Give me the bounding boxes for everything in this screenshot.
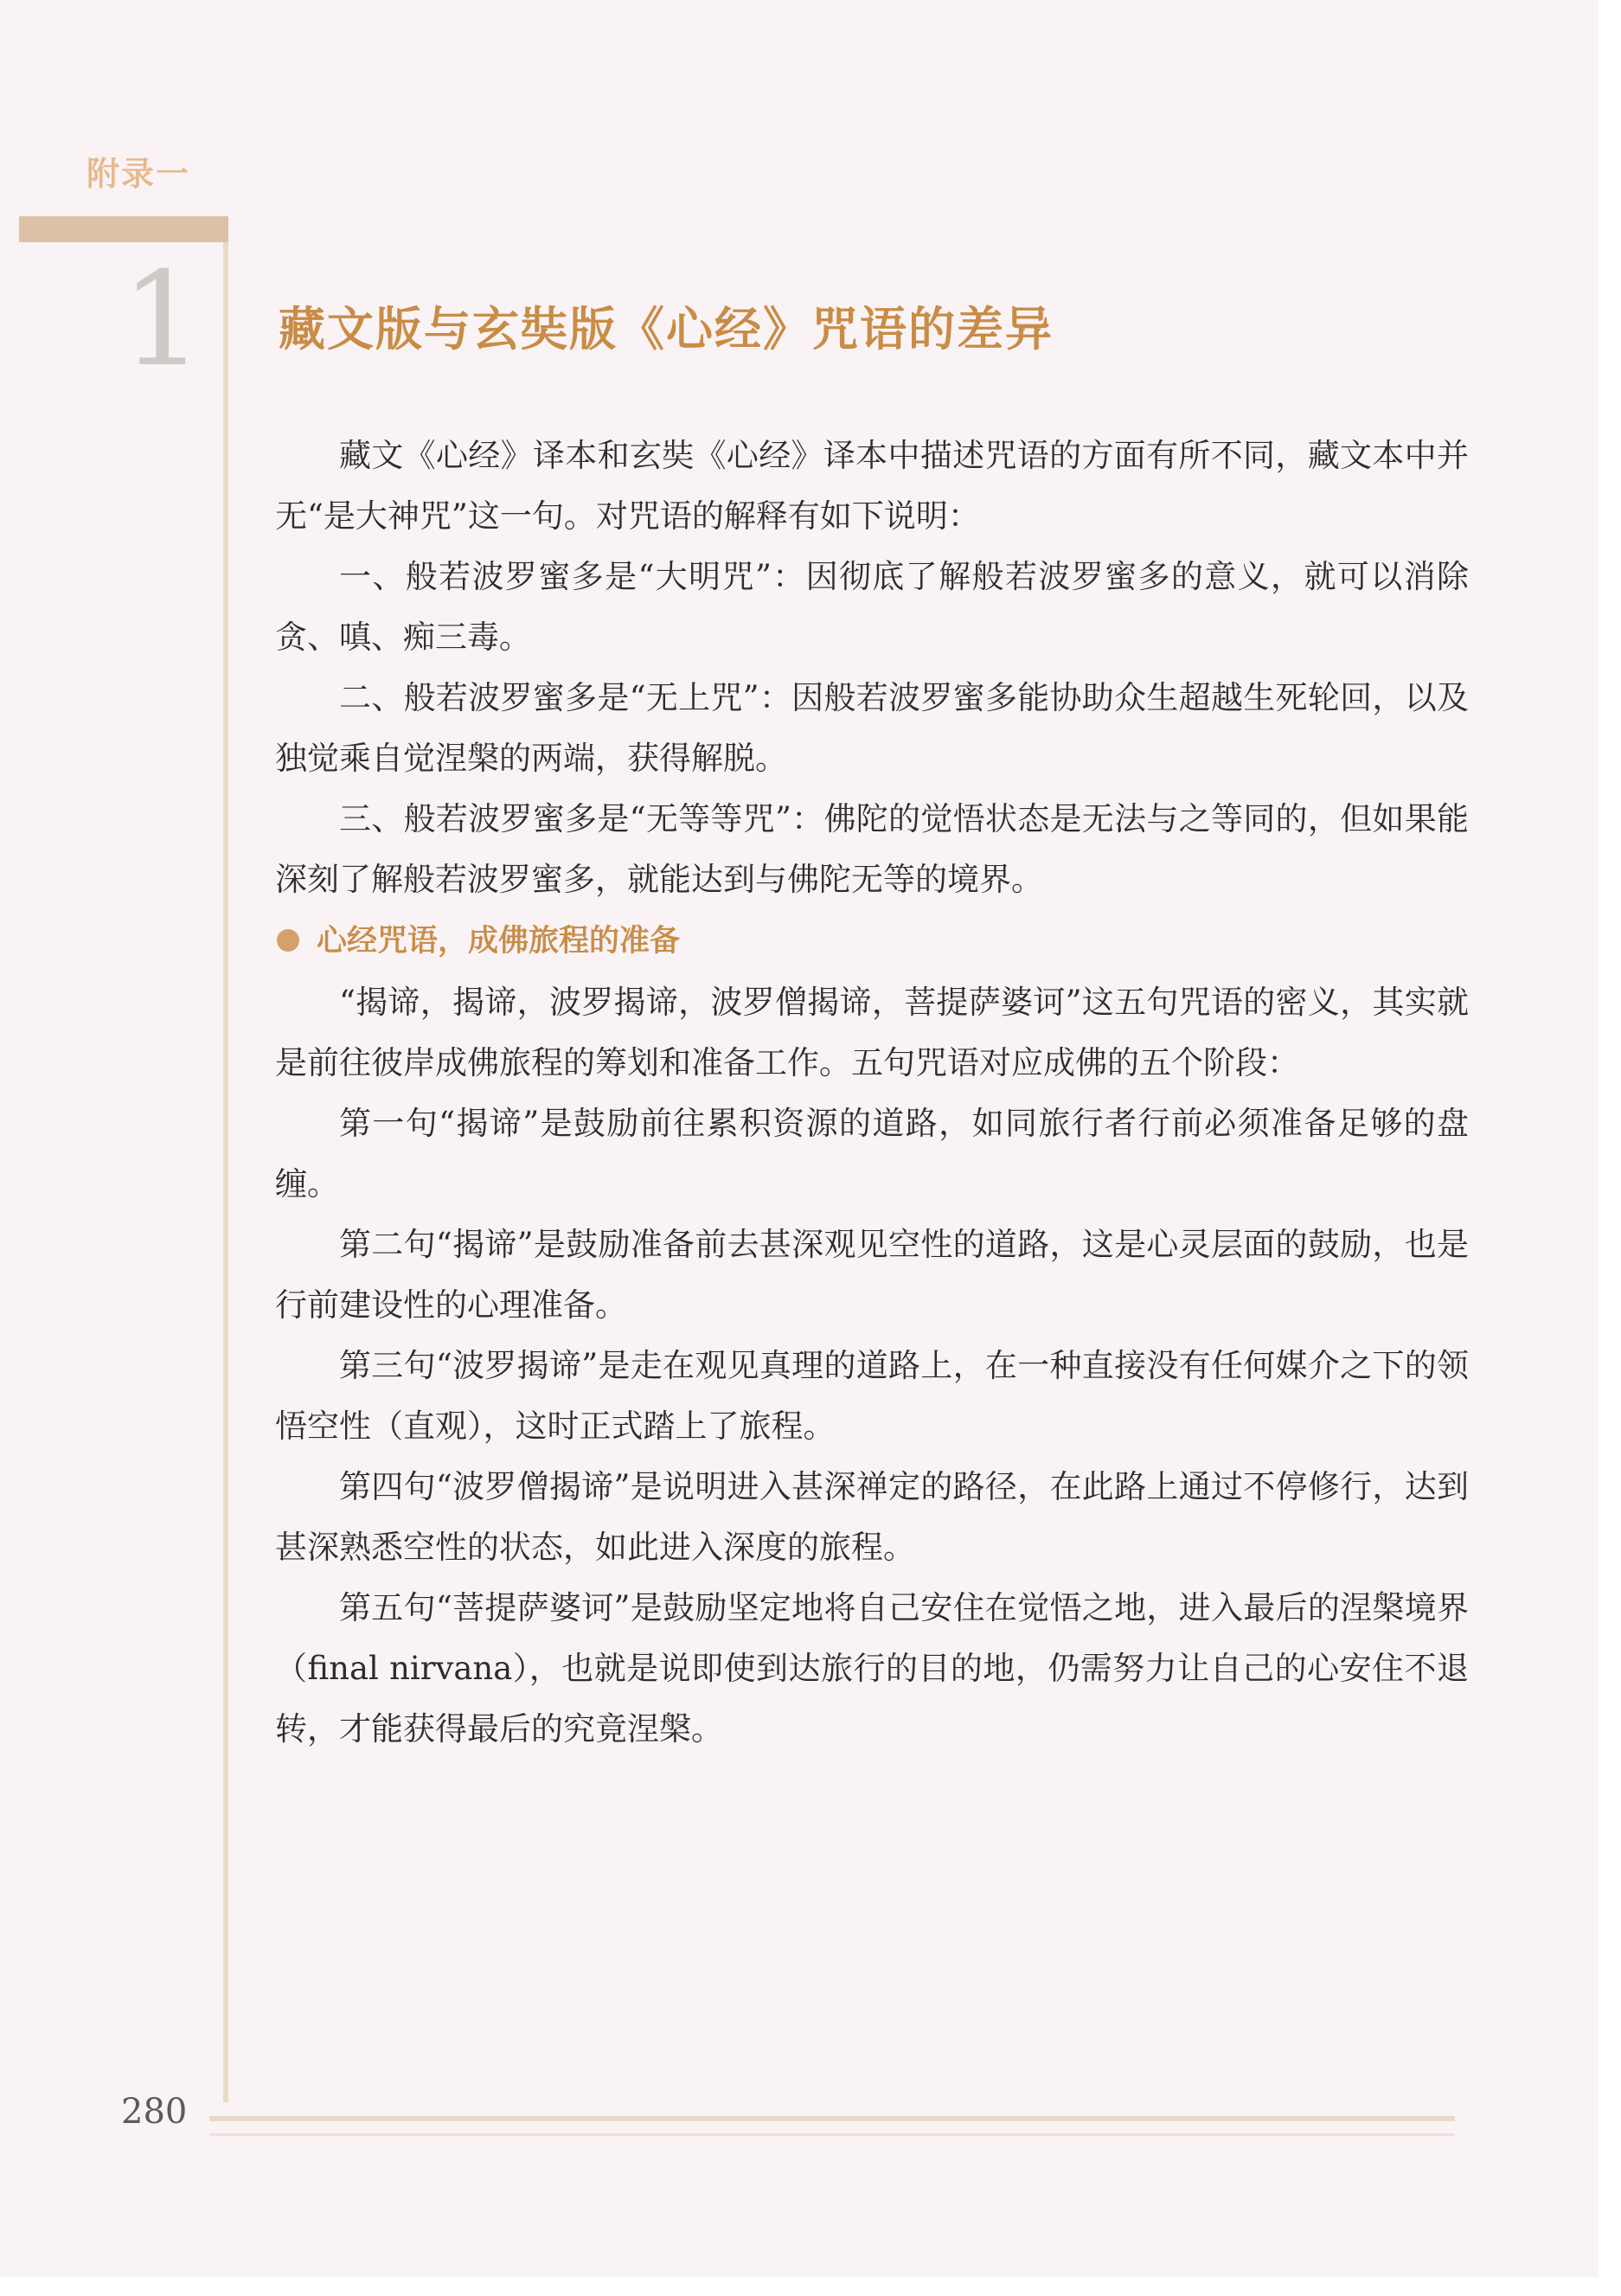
paragraph: 藏文《心经》译本和玄奘《心经》译本中描述咒语的方面有所不同，藏文本中并无“是大神咒”这一句。对咒语的解释有如下说明：	[275, 437, 1469, 535]
paragraph: “揭谛，揭谛，波罗揭谛，波罗僧揭谛，菩提萨婆诃”这五句咒语的密义，其实就是前往彼岸成佛旅程的筹划和准备工作。五句咒语对应成佛的五个阶段：	[275, 984, 1469, 1081]
chapter-title: 藏文版与玄奘版《心经》咒语的差异	[279, 302, 1054, 356]
paragraph: 第四句“波罗僧揭谛”是说明进入甚深禅定的路径，在此路上通过不停修行，达到甚深熟悉空性的状态，如此进入深度的旅程。	[275, 1468, 1469, 1566]
paragraph: 二、般若波罗蜜多是“无上咒”：因般若波罗蜜多能协助众生超越生死轮回，以及独觉乘自觉涅槃的两端，获得解脱。	[275, 679, 1469, 777]
scan-edge-bottom	[0, 2277, 1621, 2296]
chapter-number: 1	[121, 245, 204, 395]
chapter-band	[19, 216, 228, 242]
paragraph: 第一句“揭谛”是鼓励前往累积资源的道路，如同旅行者行前必须准备足够的盘缠。	[275, 1105, 1469, 1203]
section-heading-text: 心经咒语，成佛旅程的准备	[317, 924, 681, 959]
paragraph: 第五句“菩提萨婆诃”是鼓励坚定地将自己安住在觉悟之地，进入最后的涅槃境界（final nirvana），也就是说即使到达旅行的目的地，仍需努力让自己的心安住不退转，才能获得最后的究竟涅槃。	[275, 1589, 1469, 1748]
paragraph: 三、般若波罗蜜多是“无等等咒”：佛陀的觉悟状态是无法与之等同的，但如果能深刻了解般若波罗蜜多，就能达到与佛陀无等的境界。	[275, 800, 1469, 898]
appendix-label: 附录一	[86, 155, 191, 193]
bullet-dot-icon	[277, 929, 299, 952]
paragraph: 一、般若波罗蜜多是“大明咒”：因彻底了解般若波罗蜜多的意义，就可以消除贪、嗔、痴三毒。	[275, 558, 1469, 656]
scan-edge-right	[1599, 0, 1621, 2296]
paragraph: 第三句“波罗揭谛”是走在观见真理的道路上，在一种直接没有任何媒介之下的领悟空性（直观），这时正式踏上了旅程。	[275, 1347, 1469, 1445]
footer-rule-thin	[209, 2133, 1455, 2136]
footer-rule	[209, 2116, 1455, 2121]
side-vertical-rule	[223, 242, 228, 2102]
paragraph: 第二句“揭谛”是鼓励准备前去甚深观见空性的道路，这是心灵层面的鼓励，也是行前建设性的心理准备。	[275, 1226, 1469, 1324]
page-number: 280	[121, 2092, 188, 2132]
section-heading	[275, 910, 1469, 972]
body-text	[275, 426, 1469, 1760]
